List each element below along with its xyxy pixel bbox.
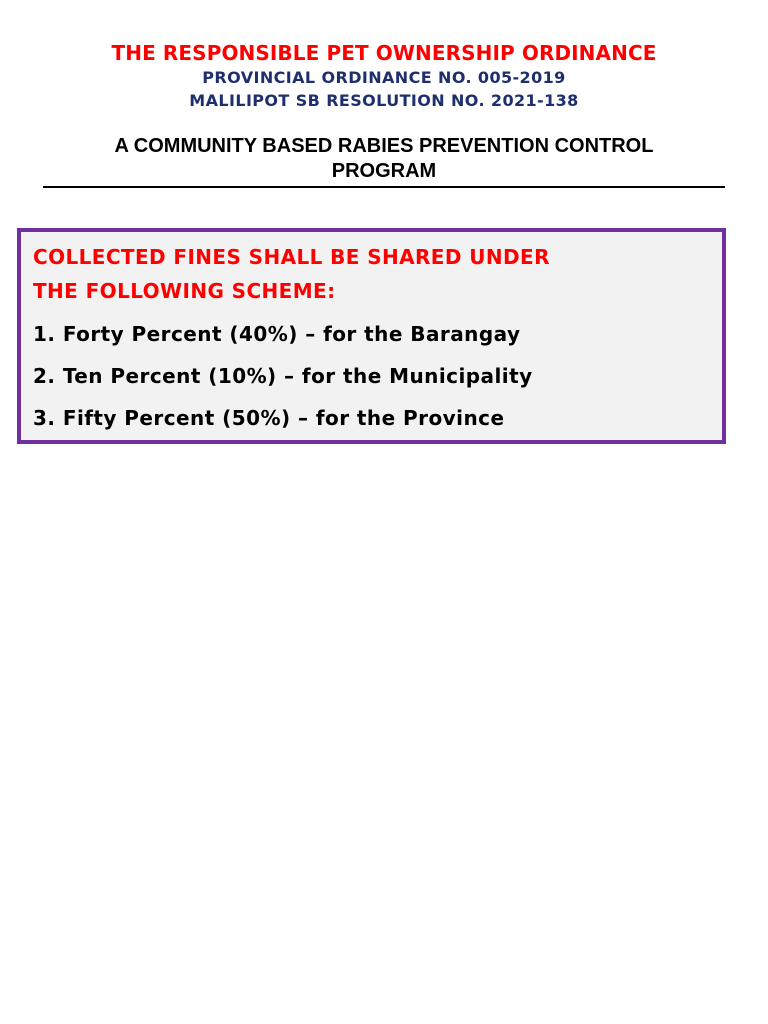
document-header [0, 40, 768, 112]
program-title-line-2: PROGRAM [331, 160, 437, 182]
fines-scheme-box [17, 228, 726, 444]
scheme-heading-line-2: THE FOLLOWING SCHEME: [33, 279, 336, 303]
scheme-item-municipality: 2. Ten Percent (10%) – for the Municipality [33, 364, 533, 388]
ordinance-title: THE RESPONSIBLE PET OWNERSHIP ORDINANCE [111, 41, 657, 65]
scheme-heading-line-1: COLLECTED FINES SHALL BE SHARED UNDER [33, 245, 550, 269]
scheme-item-province: 3. Fifty Percent (50%) – for the Province [33, 406, 505, 430]
scheme-item-barangay: 1. Forty Percent (40%) – for the Barangay [33, 322, 521, 346]
sb-resolution-number: MALILIPOT SB RESOLUTION NO. 2021-138 [189, 91, 579, 110]
scheme-heading [21, 232, 722, 308]
provincial-ordinance-number: PROVINCIAL ORDINANCE NO. 005-2019 [202, 68, 566, 87]
program-title [40, 134, 728, 184]
scheme-list [21, 313, 722, 439]
program-title-line-1: A COMMUNITY BASED RABIES PREVENTION CONTROL [114, 135, 654, 157]
header-divider [43, 186, 725, 188]
